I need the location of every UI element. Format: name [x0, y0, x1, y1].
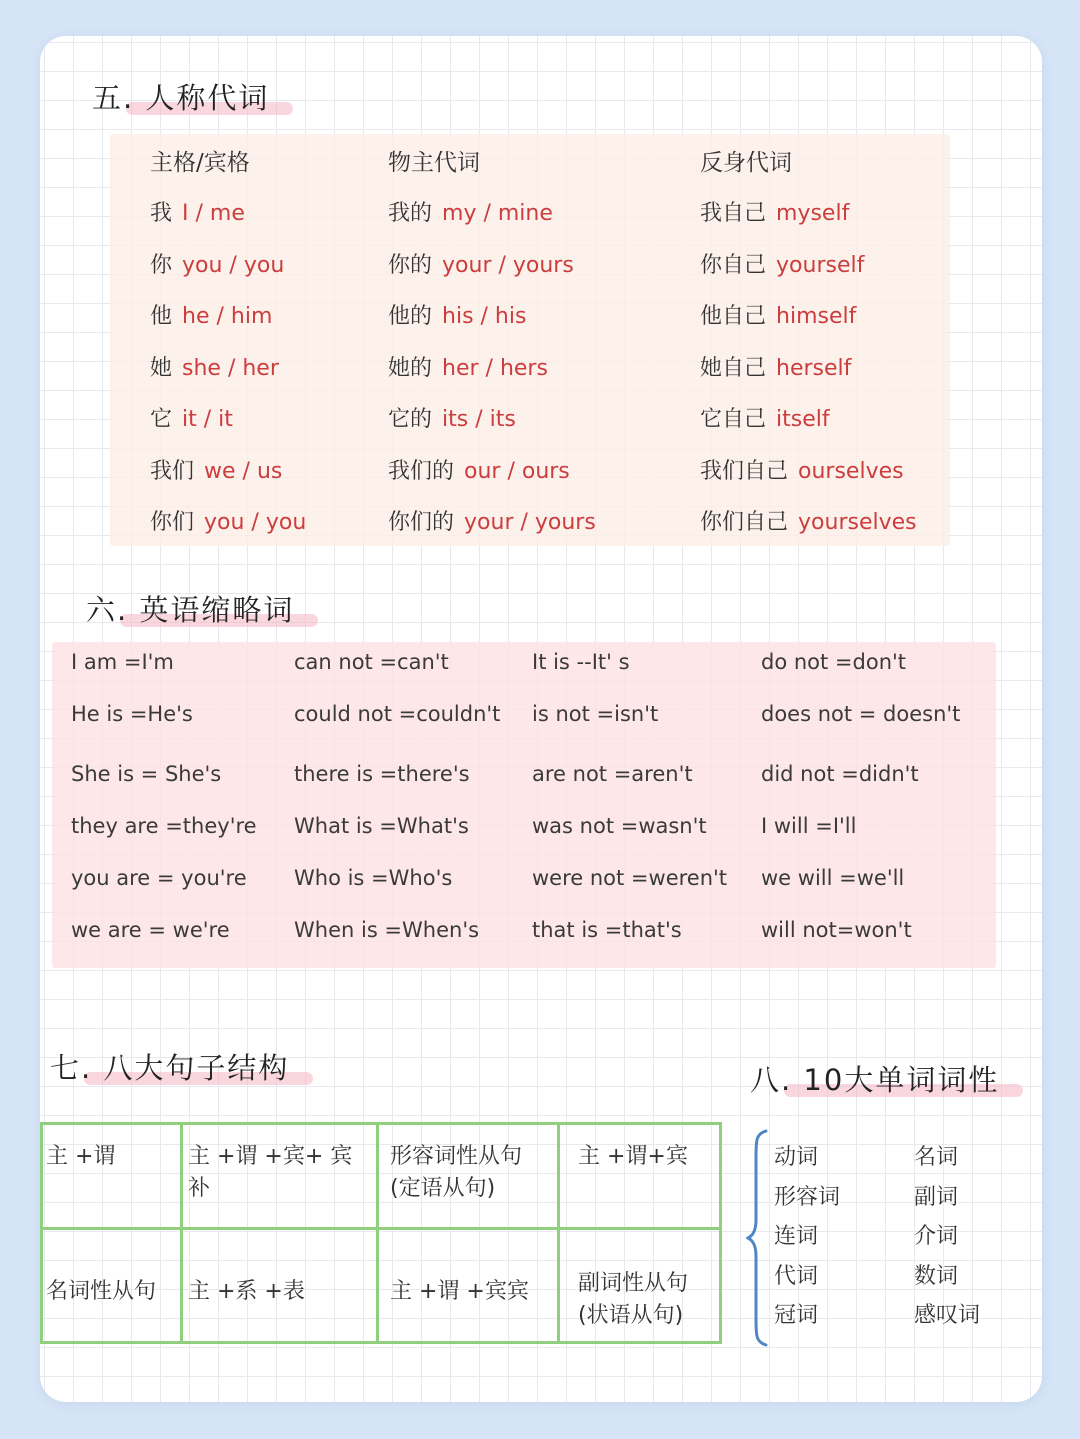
sentence-structure-cell: 主 +谓 +宾+ 宾补: [188, 1144, 353, 1201]
contraction-item: can not =can't: [294, 650, 449, 674]
pronoun-english: herself: [776, 355, 852, 381]
contraction-item: we will =we'll: [761, 866, 905, 890]
column-header: 反身代词: [700, 150, 792, 176]
contraction-item: they are =they're: [71, 814, 257, 838]
sentence-structure-cell: 副词性从句 (状语从句): [578, 1271, 689, 1328]
pronoun-english: himself: [776, 304, 857, 329]
pronoun-english: ourselves: [798, 458, 904, 484]
pronoun-chinese: 我自己: [700, 201, 767, 226]
pronoun-chinese: 他: [150, 304, 173, 329]
contraction-item: that is =that's: [532, 918, 682, 942]
section-title-sentence-structures: 七. 八大句子结构: [44, 1046, 295, 1087]
contraction-item: you are = you're: [71, 866, 247, 890]
column-header: 物主代词: [388, 150, 480, 176]
pronoun-cell: [150, 351, 279, 382]
sentence-structure-cell: 主 +系 +表: [188, 1279, 305, 1304]
pronoun-cell: [388, 196, 553, 227]
contraction-item: When is =When's: [294, 918, 480, 942]
pronoun-chinese: 你: [150, 252, 173, 278]
pronoun-english: my / mine: [442, 201, 553, 226]
column-header: 主格/宾格: [150, 150, 250, 176]
pronoun-chinese: 我: [150, 201, 173, 226]
contraction-item: What is =What's: [294, 814, 469, 838]
pronoun-english: you / you: [182, 252, 285, 278]
contraction-item: She is = She's: [71, 762, 222, 786]
pronoun-cell: [150, 299, 272, 330]
pronoun-chinese: 我们: [150, 458, 195, 484]
sentence-structure-cell: 主 +谓+宾: [578, 1144, 688, 1169]
pronoun-cell: [150, 505, 306, 536]
pronoun-chinese: 我们自己: [700, 458, 789, 484]
contraction-item: was not =wasn't: [532, 814, 707, 838]
pronoun-chinese: 他的: [388, 304, 433, 329]
pronoun-chinese: 她自己: [700, 355, 767, 381]
contraction-item: are not =aren't: [532, 762, 693, 786]
pronoun-english: yourselves: [798, 510, 917, 535]
contraction-item: could not =couldn't: [294, 702, 501, 726]
pronoun-english: yourself: [776, 252, 865, 278]
curly-brace-icon: [746, 1128, 768, 1348]
contraction-item: there is =there's: [294, 762, 470, 786]
pronoun-english: your / yours: [442, 252, 574, 278]
part-of-speech-item: 名词: [914, 1145, 959, 1170]
part-of-speech-item: 数词: [914, 1263, 959, 1289]
pronoun-cell: [150, 454, 282, 485]
sentence-structure-cell: 主 +谓 +宾宾: [390, 1279, 529, 1304]
pronoun-chinese: 你的: [388, 252, 433, 278]
part-of-speech-item: 副词: [914, 1184, 959, 1210]
sentence-structure-cell: 形容词性从句 (定语从句): [390, 1144, 523, 1201]
pronoun-english: we / us: [204, 458, 283, 484]
pronoun-cell: [700, 196, 849, 227]
pronoun-english: its / its: [442, 407, 516, 432]
pronoun-cell: [388, 454, 570, 485]
pronoun-chinese: 你自己: [700, 252, 767, 278]
pronoun-english: myself: [776, 201, 850, 226]
contraction-item: I will =I'll: [761, 814, 857, 838]
pronoun-cell: [700, 505, 917, 536]
pronoun-chinese: 她的: [388, 355, 433, 381]
contraction-item: Who is =Who's: [294, 866, 453, 890]
contraction-item: will not=won't: [761, 918, 912, 942]
pronoun-chinese: 它: [150, 407, 173, 432]
pronoun-english: you / you: [204, 510, 307, 535]
part-of-speech-item: 连词: [774, 1224, 819, 1249]
pronoun-cell: [150, 402, 233, 433]
pronoun-chinese: 她: [150, 355, 173, 381]
contraction-item: do not =don't: [761, 650, 907, 674]
pronoun-cell: [700, 454, 904, 485]
part-of-speech-item: 动词: [774, 1145, 819, 1170]
pronoun-cell: [700, 351, 851, 382]
contraction-item: did not =didn't: [761, 762, 919, 786]
pronoun-cell: [150, 248, 284, 279]
pronoun-english: our / ours: [464, 458, 570, 484]
contraction-item: It is --It' s: [532, 650, 630, 674]
pronoun-english: he / him: [182, 304, 273, 329]
contraction-item: is not =isn't: [532, 702, 659, 726]
pronoun-chinese: 我的: [388, 201, 433, 226]
pronoun-chinese: 你们自己: [700, 510, 789, 535]
pronoun-chinese: 他自己: [700, 304, 767, 329]
section-title-parts-of-speech: 八. 10大单词词性: [744, 1058, 1005, 1099]
pronoun-cell: [388, 505, 596, 536]
part-of-speech-item: 感叹词: [914, 1303, 981, 1328]
pronoun-english: it / it: [182, 407, 233, 432]
pronoun-english: your / yours: [464, 510, 596, 535]
contraction-item: I am =I'm: [71, 650, 174, 674]
pronoun-chinese: 它自己: [700, 407, 767, 432]
section-title-contractions: 六. 英语缩略词: [80, 588, 300, 629]
pronoun-english: she / her: [182, 355, 279, 381]
pronoun-english: I / me: [182, 201, 245, 226]
part-of-speech-item: 代词: [774, 1263, 819, 1289]
contraction-item: He is =He's: [71, 702, 193, 726]
notebook-card: [40, 36, 1042, 1402]
pronoun-chinese: 它的: [388, 407, 433, 432]
pronoun-cell: [388, 402, 516, 433]
pronoun-cell: [700, 402, 830, 433]
pronoun-cell: [700, 248, 864, 279]
part-of-speech-item: 介词: [914, 1224, 959, 1249]
pronoun-english: itself: [776, 407, 830, 432]
contraction-item: does not = doesn't: [761, 702, 961, 726]
sentence-structure-cell: 主 +谓: [46, 1144, 116, 1169]
section-title-pronouns: 五. 人称代词: [86, 76, 275, 117]
pronoun-chinese: 我们的: [388, 458, 455, 484]
pronoun-cell: [700, 299, 856, 330]
pronoun-cell: [388, 299, 526, 330]
part-of-speech-item: 形容词: [774, 1184, 841, 1210]
sentence-structure-cell: 名词性从句: [46, 1279, 157, 1304]
pronoun-cell: [150, 196, 245, 227]
contraction-item: we are = we're: [71, 918, 230, 942]
contraction-item: were not =weren't: [532, 866, 728, 890]
pronoun-english: his / his: [442, 304, 527, 329]
pronoun-cell: [388, 351, 548, 382]
part-of-speech-item: 冠词: [774, 1303, 819, 1328]
pronoun-cell: [388, 248, 574, 279]
pronoun-english: her / hers: [442, 355, 548, 381]
pronoun-chinese: 你们: [150, 510, 195, 535]
pronoun-chinese: 你们的: [388, 510, 455, 535]
